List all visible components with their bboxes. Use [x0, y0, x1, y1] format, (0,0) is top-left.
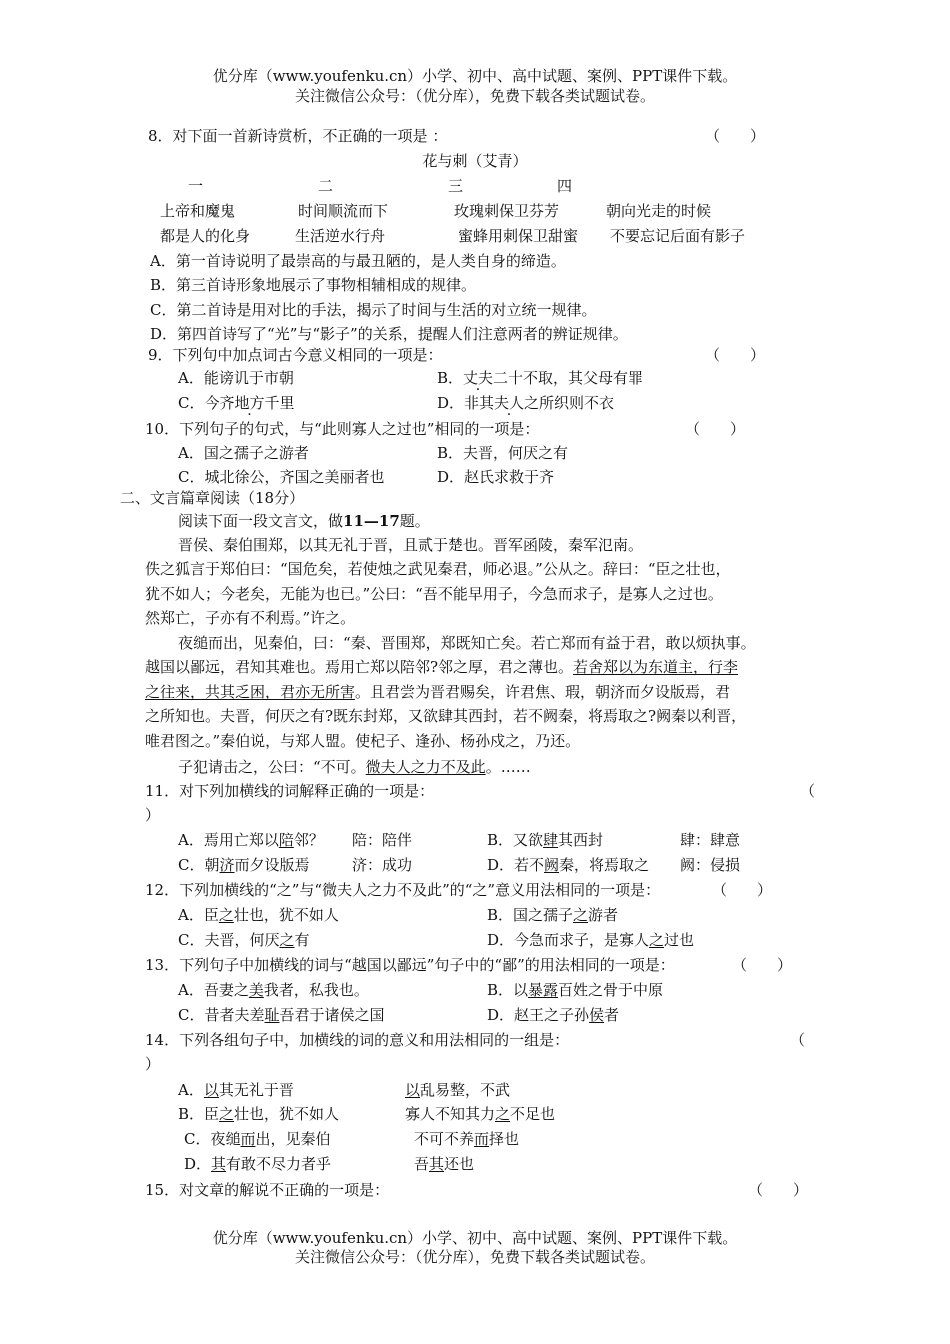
q11-option-b-def: 肆：肆意 [680, 831, 741, 849]
poem-num-4: 四 [557, 177, 573, 195]
poem-2-line-1: 时间顺流而下 [298, 202, 389, 220]
passage-p2-line-1: 佚之狐言于郑伯曰：“国危矣，若使烛之武见秦君，师必退。”公从之。辞曰：“臣之壮也， [145, 560, 731, 578]
q12-option-c: C．夫晋，何厌之有 [178, 931, 310, 949]
q13-option-a: A．吾妻之美我者，私我也。 [178, 981, 369, 999]
q14-option-a-2: 以乱易整，不武 [405, 1081, 511, 1099]
poem-1-line-2: 都是人的化身 [160, 227, 251, 245]
q10-option-a: A．国之孺子之游者 [178, 444, 309, 462]
q14-option-c-1: C．夜缒而出，见秦伯 [184, 1130, 331, 1148]
passage-p3-line-5: 唯君图之。”秦伯说，与郑人盟。使杞子、逢孙、杨孙戍之，乃还。 [145, 732, 581, 750]
q14-option-d-2: 吾其还也 [414, 1155, 475, 1173]
q14-stem: 14．下列各组句子中，加横线的词的意义和用法相同的一组是： [145, 1031, 570, 1049]
q11-option-c: C．朝济而夕设版焉 [178, 856, 310, 874]
q13-stem: 13．下列句子中加横线的词与“越国以鄙远”句子中的“鄙”的用法相同的一项是： [145, 956, 675, 974]
q11-option-d-def: 阙：侵损 [680, 856, 741, 874]
footer-line-1: 优分库（www.youfenku.cn）小学、初中、高中试题、案例、PPT课件下载。 [212, 1229, 738, 1247]
q14-option-b-2: 寡人不知其力之不足也 [405, 1105, 556, 1123]
q8-option-b: B．第三首诗形象地展示了事物相辅相成的规律。 [150, 276, 477, 294]
q11-bracket-close: ） [145, 806, 161, 824]
q14-bracket-close: ） [145, 1055, 161, 1073]
q8-bracket: （ ） [705, 127, 766, 145]
poem-3-line-1: 玫瑰刺保卫芬芳 [454, 202, 560, 220]
q10-option-d: D．赵氏求救于齐 [437, 468, 555, 486]
q12-stem: 12．下列加横线的“之”与“微夫人之力不及此”的“之”意义用法相同的一项是： [145, 881, 661, 899]
q11-bracket-open: （ [800, 782, 816, 800]
q11-option-a-def: 陪：陪伴 [352, 831, 413, 849]
q9-option-a: A．能谤讥于市朝 [178, 369, 294, 387]
poem-4-line-2: 不要忘记后面有影子 [610, 227, 746, 245]
poem-1-line-1: 上帝和魔鬼 [160, 202, 236, 220]
q8-option-c: C．第二首诗是用对比的手法，揭示了时间与生活的对立统一规律。 [150, 301, 597, 319]
q13-option-b: B．以暴露百姓之骨于中原 [487, 981, 664, 999]
poem-3-line-2: 蜜蜂用刺保卫甜蜜 [458, 227, 579, 245]
passage-p3-line-3: 之往来，共其乏困，君亦无所害。且君尝为晋君赐矣，许君焦、瑕，朝济而夕设版焉，君 [145, 683, 731, 701]
header-line-1: 优分库（www.youfenku.cn）小学、初中、高中试题、案例、PPT课件下载。 [212, 67, 738, 85]
header-line-2: 关注微信公众号：（优分库），免费下载各类试题试卷。 [294, 87, 655, 105]
q12-option-a: A．臣之壮也，犹不如人 [178, 906, 339, 924]
poem-num-2: 二 [318, 177, 334, 195]
poem-4-line-1: 朝向光走的时候 [606, 202, 712, 220]
q13-bracket: （ ） [732, 956, 793, 974]
q11-option-b: B．又欲肆其西封 [487, 831, 604, 849]
footer-line-2: 关注微信公众号：（优分库），免费下载各类试题试卷。 [294, 1248, 655, 1266]
q12-option-b: B．国之孺子之游者 [487, 906, 619, 924]
q14-option-c-2: 不可不养而择也 [414, 1130, 520, 1148]
q13-option-d: D．赵王之子孙侯者 [487, 1006, 620, 1024]
q8-option-d: D．第四首诗写了“光”与“影子”的关系，提醒人们注意两者的辨证规律。 [150, 325, 628, 343]
poem-num-1: 一 [188, 177, 204, 195]
q10-option-c: C．城北徐公，齐国之美丽者也 [178, 468, 385, 486]
passage-p2-line-2: 犹不如人；今老矣，无能为也已。”公曰：“吾不能早用子，今急而求子，是寡人之过也。 [145, 585, 723, 603]
passage-p1: 晋侯、秦伯围郑，以其无礼于晋，且贰于楚也。晋军函陵，秦军氾南。 [178, 536, 644, 554]
q12-bracket: （ ） [712, 881, 773, 899]
q9-option-c: C．今齐地方千里 [178, 394, 295, 412]
q15-bracket: （ ） [748, 1181, 809, 1199]
q14-bracket-open: （ [790, 1031, 806, 1049]
q10-option-b: B．夫晋，何厌之有 [437, 444, 569, 462]
q10-stem: 10．下列句子的句式，与“此则寡人之过也”相同的一项是： [145, 420, 540, 438]
q8-stem: 8．对下面一首新诗赏析，不正确的一项是 ： [148, 127, 448, 145]
q9-bracket: （ ） [705, 346, 766, 364]
passage-p3-line-1: 夜缒而出，见秦伯，曰：“秦、晋围郑，郑既知亡矣。若亡郑而有益于君，敢以烦执事。 [178, 634, 756, 652]
passage-p2-line-3: 然郑亡，子亦有不利焉。”许之。 [145, 609, 356, 627]
q9-option-d: D．非其夫人之所织则不衣 [437, 394, 615, 412]
poem-2-line-2: 生活逆水行舟 [295, 227, 386, 245]
q10-bracket: （ ） [685, 420, 746, 438]
section-2-intro: 阅读下面一段文言文，做11—17题。 [178, 512, 430, 530]
q9-option-b: B．丈夫二十不取，其父母有罪 [437, 369, 644, 387]
passage-p3-line-2: 越国以鄙远，君知其难也。焉用亡郑以陪邻?邻之厚，君之薄也。若舍郑以为东道主，行李 [145, 658, 739, 676]
q11-option-c-def: 济：成功 [352, 856, 413, 874]
q11-stem: 11．对下列加横线的词解释正确的一项是： [145, 782, 435, 800]
poem-num-3: 三 [448, 177, 464, 195]
q9-stem: 9．下列句中加点词古今意义相同的一项是： [148, 346, 443, 364]
passage-p3-line-4: 之所知也。夫晋，何厌之有?既东封郑，又欲肆其西封，若不阙秦，将焉取之?阙秦以利晋， [145, 707, 747, 725]
q14-option-b-1: B．臣之壮也，犹不如人 [178, 1105, 340, 1123]
poem-title: 花与刺（艾青） [422, 152, 528, 170]
q8-option-a: A．第一首诗说明了最崇高的与最丑陋的，是人类自身的缔造。 [150, 252, 566, 270]
q14-option-d-1: D．其有敢不尽力者乎 [184, 1155, 332, 1173]
q11-option-a: A．焉用亡郑以陪邻？ [178, 831, 324, 849]
section-2-title: 二、文言篇章阅读（18分） [120, 489, 305, 507]
passage-p4: 子犯请击之，公曰：“不可。微夫人之力不及此。…… [178, 758, 531, 776]
q13-option-c: C．昔者夫差耻吾君于诸侯之国 [178, 1006, 385, 1024]
q12-option-d: D．今急而求子，是寡人之过也 [487, 931, 695, 949]
q14-option-a-1: A．以其无礼于晋 [178, 1081, 294, 1099]
q15-stem: 15．对文章的解说不正确的一项是： [145, 1181, 390, 1199]
q11-option-d: D．若不阙秦，将焉取之 [487, 856, 650, 874]
